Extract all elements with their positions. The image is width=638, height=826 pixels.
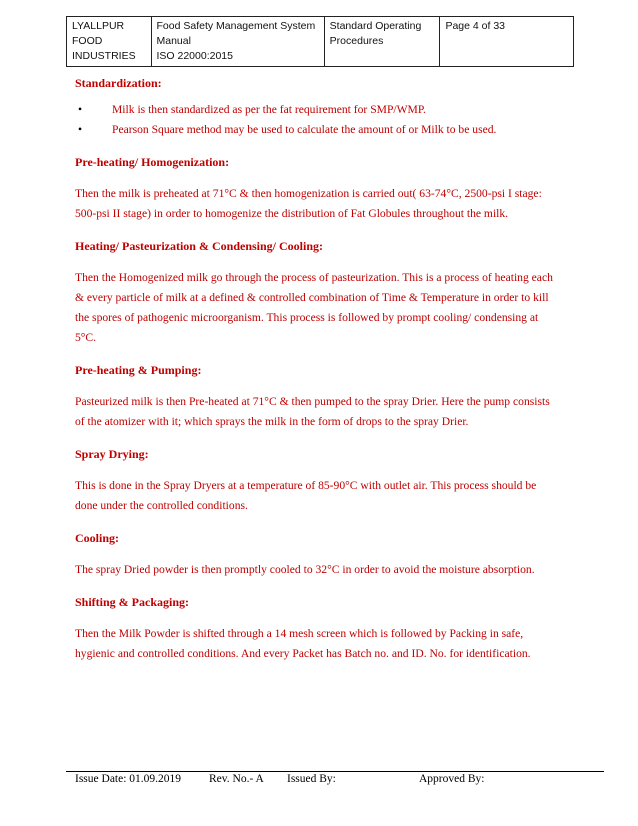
paragraph-line: 500-psi II stage) in order to homogenize the distribution of Fat Globules throughout the milk. [75, 207, 509, 220]
list-item [75, 100, 595, 120]
footer-issued-by: Issued By: [287, 773, 336, 785]
bullet-icon: • [78, 103, 83, 116]
section-title-preheating-pumping: Pre-heating & Pumping: [75, 363, 202, 377]
header-manual-cell [151, 17, 324, 67]
section-body-cooling [75, 560, 595, 580]
section-title-preheating-homogenization: Pre-heating/ Homogenization: [75, 155, 230, 169]
paragraph-line: done under the controlled conditions. [75, 499, 248, 512]
section-body-preheating-pumping [75, 392, 595, 432]
paragraph-line: The spray Dried powder is then promptly cooled to 32°C in order to avoid the moisture absorption. [75, 563, 535, 576]
section-body-shifting-packaging [75, 624, 595, 664]
company-line-3: INDUSTRIES [72, 50, 136, 62]
list-item [75, 120, 595, 140]
footer-approved-by: Approved By: [419, 773, 485, 785]
paragraph-line: This is done in the Spray Dryers at a temperature of 85-90°C with outlet air. This process should be [75, 479, 537, 492]
company-line-1: LYALLPUR [72, 20, 125, 32]
paragraph-line: the spores of pathogenic microorganism. This process is followed by prompt cooling/ condensing at [75, 311, 539, 324]
paragraph-line: Pasteurized milk is then Pre-heated at 71°C & then pumped to the spray Drier. Here the pump consists [75, 395, 550, 408]
paragraph-line: of the atomizer with it; which sprays the milk in the form of drops to the spray Drier. [75, 415, 469, 428]
standardization-list [75, 100, 595, 140]
footer-divider [66, 771, 604, 772]
section-title-cooling: Cooling: [75, 531, 120, 545]
footer-issue-date: Issue Date: 01.09.2019 [75, 773, 182, 785]
paragraph-line: Then the Homogenized milk go through the process of pasteurization. This is a process of heating each [75, 271, 553, 284]
paragraph-line: 5°C. [75, 331, 97, 344]
doctype-line-2: Procedures [329, 35, 384, 47]
paragraph-line: Then the milk is preheated at 71°C & then homogenization is carried out( 63-74°C, 2500-psi I stage: [75, 187, 542, 200]
manual-line-3: ISO 22000:2015 [156, 50, 233, 62]
header-doctype-cell [324, 17, 440, 67]
paragraph-line: & every particle of milk at a defined & controlled combination of Time & Temperature in order to kill [75, 291, 549, 304]
section-title-spray-drying: Spray Drying: [75, 447, 149, 461]
manual-line-1: Food Safety Management System [156, 20, 316, 32]
company-line-2: FOOD [72, 35, 103, 47]
section-title-shifting-packaging: Shifting & Packaging: [75, 595, 190, 609]
bullet-text: Pearson Square method may be used to calculate the amount of or Milk to be used. [112, 123, 497, 136]
document-header-table [66, 16, 574, 67]
bullet-text: Milk is then standardized as per the fat requirement for SMP/WMP. [112, 103, 426, 116]
section-body-spray-drying [75, 476, 595, 516]
document-body [75, 75, 595, 664]
section-body-heating [75, 268, 595, 348]
bullet-icon: • [78, 123, 83, 136]
header-page-cell [440, 17, 574, 67]
page-number: Page 4 of 33 [445, 20, 506, 32]
manual-line-2: Manual [156, 35, 191, 47]
header-company-cell [67, 17, 152, 67]
paragraph-line: Then the Milk Powder is shifted through a 14 mesh screen which is followed by Packing in safe, [75, 627, 524, 640]
footer-rev-no: Rev. No.- A [209, 773, 264, 785]
section-title-standardization: Standardization: [75, 76, 162, 90]
section-body-preheating-homogenization [75, 184, 595, 224]
section-title-heating: Heating/ Pasteurization & Condensing/ Cooling: [75, 239, 324, 253]
paragraph-line: hygienic and controlled conditions. And every Packet has Batch no. and ID. No. for identification. [75, 647, 531, 660]
doctype-line-1: Standard Operating [329, 20, 422, 32]
